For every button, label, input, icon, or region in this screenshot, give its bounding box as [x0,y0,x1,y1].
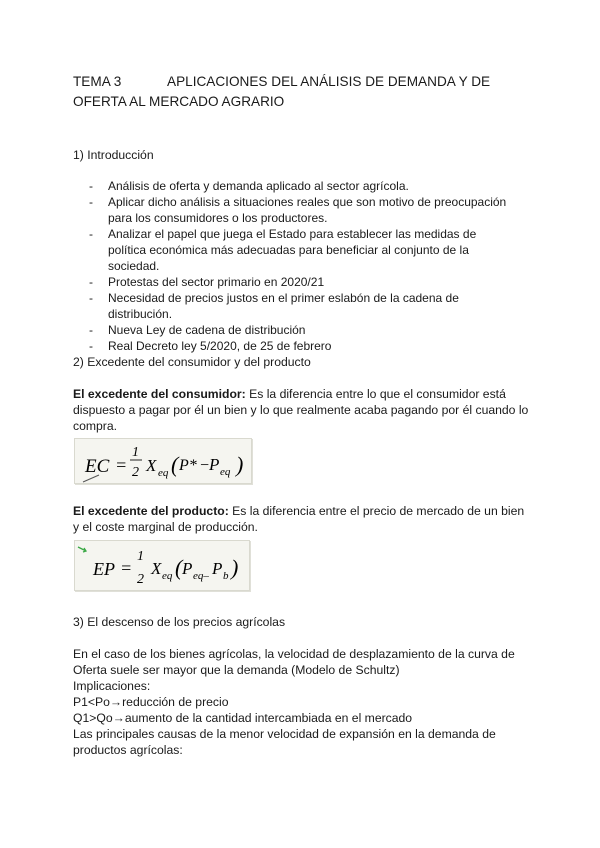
section-3-heading: 3) El descenso de los precios agrícolas [73,615,286,629]
body-line: En el caso de los bienes agrícolas, la velocidad de desplazamiento de la curva de [73,647,515,661]
formula-equals: = [115,455,128,475]
producer-surplus-term: El excedente del producto: [73,504,229,518]
body-line: Implicaciones: [73,679,151,693]
bullet-marker: - [89,179,93,193]
body-line: productos agrícolas: [73,743,183,757]
fraction-numerator: 1 [137,549,144,564]
formula-ec-graphic [75,439,251,483]
bullet-marker: - [89,195,93,209]
formula-lhs: EC [85,456,110,477]
formula-p2-subscript: b [223,570,229,582]
fraction-denominator: 2 [137,572,144,587]
producer-surplus-formula [74,540,250,591]
body-line: Q1>Qo→aumento de la cantidad intercambiada en el mercado [73,711,413,725]
formula-x: X [146,456,157,475]
formula-x-subscript: eq [158,467,169,479]
formula-p-star: P* [179,457,197,474]
producer-surplus-text: Es la diferencia entre el precio de mercado de un bien y el coste marginal de producción. [73,504,525,534]
formula-p1-subscript: eq– [193,570,209,582]
formula-p: P [209,455,220,474]
formula-x-subscript: eq [162,570,173,582]
section-2-heading: 2) Excedente del consumidor y del producto [73,355,311,369]
consumer-surplus-term: El excedente del consumidor: [73,387,246,401]
consumer-surplus-text: Es la diferencia entre lo que el consumidor está dispuesto a pagar por él un bien y lo que realmente acaba pagando por él cuando lo compra. [73,387,529,433]
formula-x: X [151,559,162,578]
list-item: - Análisis de oferta y demanda aplicado al sector agrícola. [89,179,409,193]
title-line-1: APLICACIONES DEL ANÁLISIS DE DEMANDA Y DE [167,74,491,89]
formula-open-paren: ( [175,555,183,580]
list-item: - Analizar el papel que juega el Estado para establecer las medidas de política económica más adecuadas para beneficiar al conjunto de la sociedad. [89,227,477,273]
bullet-marker: - [89,291,93,305]
green-arrow-icon [78,547,86,552]
section-3-body [73,646,533,758]
formula-close-paren: ) [236,452,244,477]
producer-surplus-definition [73,503,533,535]
consumer-surplus-definition [73,386,533,434]
formula-equals: = [120,558,133,578]
list-item: - Aplicar dicho análisis a situaciones reales que son motivo de preocupación para los consumidores o los productores. [89,195,507,225]
list-item: - Protestas del sector primario en 2020/21 [89,275,325,289]
intro-bullet-list [89,178,509,354]
formula-p1: P [182,559,193,578]
fraction-numerator: 1 [132,445,139,460]
bullet-marker: - [89,275,93,289]
document-title [73,72,543,112]
topic-number: TEMA 3 [73,74,122,89]
body-line: Las principales causas de la menor velocidad de expansión en la demanda de [73,727,496,741]
formula-ep-graphic [75,541,249,590]
body-line: P1<Po→reducción de precio [73,695,229,709]
fraction-denominator: 2 [132,465,139,480]
formula-p-subscript: eq [220,466,231,478]
section-1-heading: 1) Introducción [73,148,154,162]
bullet-marker: - [89,339,93,353]
formula-p2: P [212,559,223,578]
bullet-marker: - [89,323,93,337]
list-item: - Nueva Ley de cadena de distribución [89,323,306,337]
list-item: - Real Decreto ley 5/2020, de 25 de febrero [89,339,332,353]
formula-open-paren: ( [171,452,179,477]
formula-close-paren: ) [231,555,239,580]
bullet-marker: - [89,227,93,241]
body-line: Oferta suele ser mayor que la demanda (Modelo de Schultz) [73,663,400,677]
list-item: - Necesidad de precios justos en el primer eslabón de la cadena de distribución. [89,291,459,321]
title-line-2: OFERTA AL MERCADO AGRARIO [73,94,285,109]
consumer-surplus-formula [74,438,252,484]
formula-lhs: EP [93,559,115,579]
formula-minus: − [199,457,210,474]
